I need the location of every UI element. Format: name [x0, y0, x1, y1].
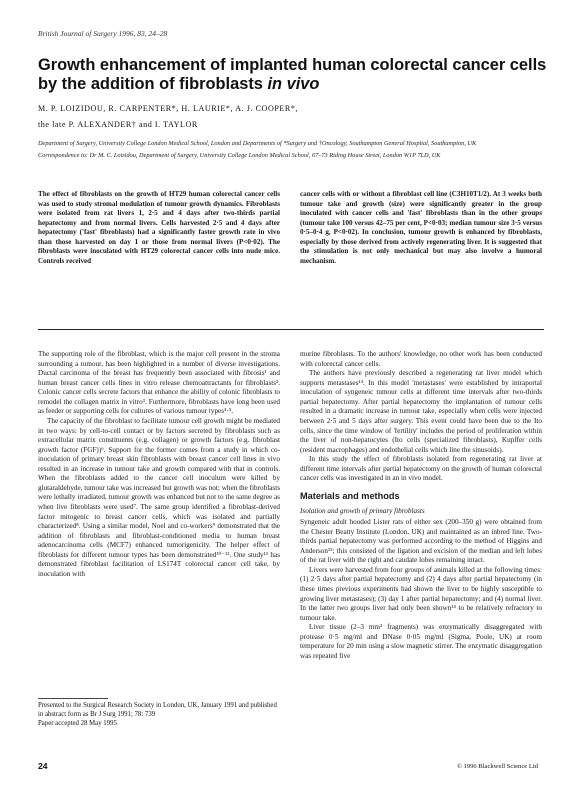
intro-paragraph-2: The capacity of the fibroblast to facilitate tumour cell growth might be mediated in two ways: by cell-to-cell contact or by factors secreted by fibroblasts such as extracellular matrix constituents (e.g. collagen) or growth factors (e.g. fibroblast growth factor (FGF))⁶. Support for the former comes from a study in which co-inoculation of primary breast skin fibroblasts with breast cancer cell lines in vivo resulted in an increase in tumour take and growth compared with that in controls. When the fibroblasts added to the cancer cell inoculum were killed by glutaraldehyde, tumour take was increased but growth was not; when the fibroblasts were lethally irradiated, tumour growth was enhanced but not to the same degree as when live fibroblasts were used⁷. The same group identified a fibroblast-derived factor mitogenic to breast cancer cells, which was isolated and partially characterized⁸. Using a similar model, Noel and co-workers⁹ demonstrated that the addition of fibroblasts and fibroblast-conditioned media to human breast adenocarcinoma cells (MCF7) enhanced tumorigenicity. The helper effect of fibroblasts for different tumour types has been demonstrated¹⁰⁻¹². One study¹³ has demonstrated fibroblast facilitation of LS174T colorectal cancer cell take, by inoculation with — [38, 416, 280, 578]
methods-subheading: Isolation and growth of primary fibroblasts — [300, 507, 425, 516]
intro-paragraph-4: The authors have previously described a regenerating rat liver model which supports metastases¹⁴. In this model 'metastases' were established by intraportal inoculation of syngeneic tumour cells at different time intervals after two-thirds partial hepatectomy. After partial hepatectomy the implantation of tumour cells resulted in a dramatic increase in tumour take, especially when cells were injected between 2·5 and 5 days after surgery. This event could have been due to the Ito cells, since the time window of 'fertility' includes the period of proliferation within the liver of non-hepatocytes (Ito cells (specialized fibroblasts), Kupffer cells (resident macrophages) and endothelial cells which line the sinusoids). — [300, 369, 542, 454]
page-number: 24 — [38, 761, 48, 771]
affiliation-text: Department of Surgery, University College London Medical School, London and Departments of *Surgery and †Oncology, Southampton General Hospital, Southampton, UK — [38, 140, 477, 147]
intro-paragraph-1: The supporting role of the fibroblast, which is the major cell present in the stroma surrounding a tumour, has been highlighted in a number of diverse investigations. Ductal carcinoma of the breast has frequently been associated with fibrosis¹ and human breast cancer cells lines in vitro release chemoattractants for fibroblasts². Colonic cancer cells secrete factors that enhance the ability of colonic fibroblasts to remodel the collagen matrix in vitro³. Furthermore, fibroblasts have long been used as feeder or supporting cells for cultures of various tumour types⁴·⁵. — [38, 350, 280, 416]
authors-line-2: the late P. ALEXANDER† and I. TAYLOR — [38, 120, 198, 129]
methods-paragraph-2: Livers were harvested from four groups of animals killed at the following times: (1) 2·5 days after partial hepatectomy and (2) 4 days after partial hepatectomy (in these times previous experiments had shown the liver to be highly susceptible to growing liver metastases); (3) day 1 after partial hepatectomy; and (4) normal liver. In the latter two groups liver had only been shown¹⁴ to be relatively refractory to tumour take. — [300, 565, 542, 622]
correspondence-text: Correspondence to: Dr M. C. Loizidou, Department of Surgery, University College London Medical School, 67–73 Riding House Street, London W1P 7LD, UK — [38, 151, 441, 159]
abstract-left-column: The effect of fibroblasts on the growth of HT29 human colorectal cancer cells was used to study stromal modulation of tumour growth dynamics. Fibroblasts were isolated from rat livers 1, 2·5 and 4 days after two-thirds partial hepatectomy and from normal livers. Cells harvested 2·5 and 4 days after hepatectomy ('fast' fibroblasts) had a significantly faster growth rate in vivo than those harvested on day 1 or those from normal livers (P<0·02). The fibroblasts were inoculated with HT29 colorectal cancer cells into nude mice. Controls received — [38, 190, 280, 265]
authors-line-1: M. P. LOIZIDOU, R. CARPENTER*, H. LAURIE*, A. J. COOPER*, — [38, 104, 299, 113]
affiliations — [38, 139, 543, 160]
footnote: Presented to the Surgical Research Society in London, UK, January 1991 and published in abstract form as Br J Surg 1991; 78: 739 Paper accepted 28 May 1995 — [38, 702, 277, 728]
journal-citation: British Journal of Surgery 1996, 83, 24–28 — [38, 29, 168, 38]
intro-paragraph-3: murine fibroblasts. To the authors' knowledge, no other work has been conducted with colorectal cancer cells. — [300, 350, 542, 368]
body-left-column — [38, 350, 280, 580]
title-italic: in vivo — [267, 75, 320, 93]
author-list — [38, 101, 548, 133]
article-title — [38, 56, 548, 94]
abstract — [38, 190, 544, 330]
methods-heading: Materials and methods — [300, 490, 400, 501]
title-text: Growth enhancement of implanted human colorectal cancer cells by the addition of fibroblasts — [38, 56, 547, 93]
methods-paragraph-1: Syngeneic adult hooded Lister rats of either sex (200–350 g) were obtained from the Chester Beatty Institute (London, UK) and maintained as an inbred line. Two-thirds partial hepatectomy was performed according to the method of Higgins and Anderson¹⁵; this consisted of the ligation and excision of the median and left lobes of the rat liver with the right and caudate lobes remaining intact. — [300, 518, 542, 565]
footnote-rule — [38, 698, 108, 699]
intro-paragraph-5: In this study the effect of fibroblasts isolated from regenerating rat liver at different time intervals after partial hepatectomy on the growth of human colorectal cancer cells was investigated in an in vivo model. — [300, 455, 542, 483]
abstract-right-column: cancer cells with or without a fibroblast cell line (C3H10T1/2). At 3 weeks both tumour take and growth (size) were significantly greater in the group inoculated with cancer cells and 'fast' fibroblasts than in the other groups (tumour take 100 versus 42–75 per cent, P<0·03; median tumour size 3·5 versus 0·5–0·4 g, P<0·02). In conclusion, tumour growth is enhanced by fibroblasts, especially by those derived from actively regenerating liver. It is suggested that the stimulation is not only mechanical but may also involve a humoral mechanism. — [300, 190, 542, 265]
copyright-notice: © 1996 Blackwell Science Ltd — [456, 763, 538, 770]
body-right-column — [300, 350, 542, 661]
methods-paragraph-3: Liver tissue (2–3 mm³ fragments) was enzymatically disaggregated with protease 0·5 mg/ml and DNase 0·05 mg/ml (Sigma, Poole, UK) at room temperature for 20 min using a slow magnetic stirrer. The enzymatic disaggregation was repeated five — [300, 623, 542, 660]
